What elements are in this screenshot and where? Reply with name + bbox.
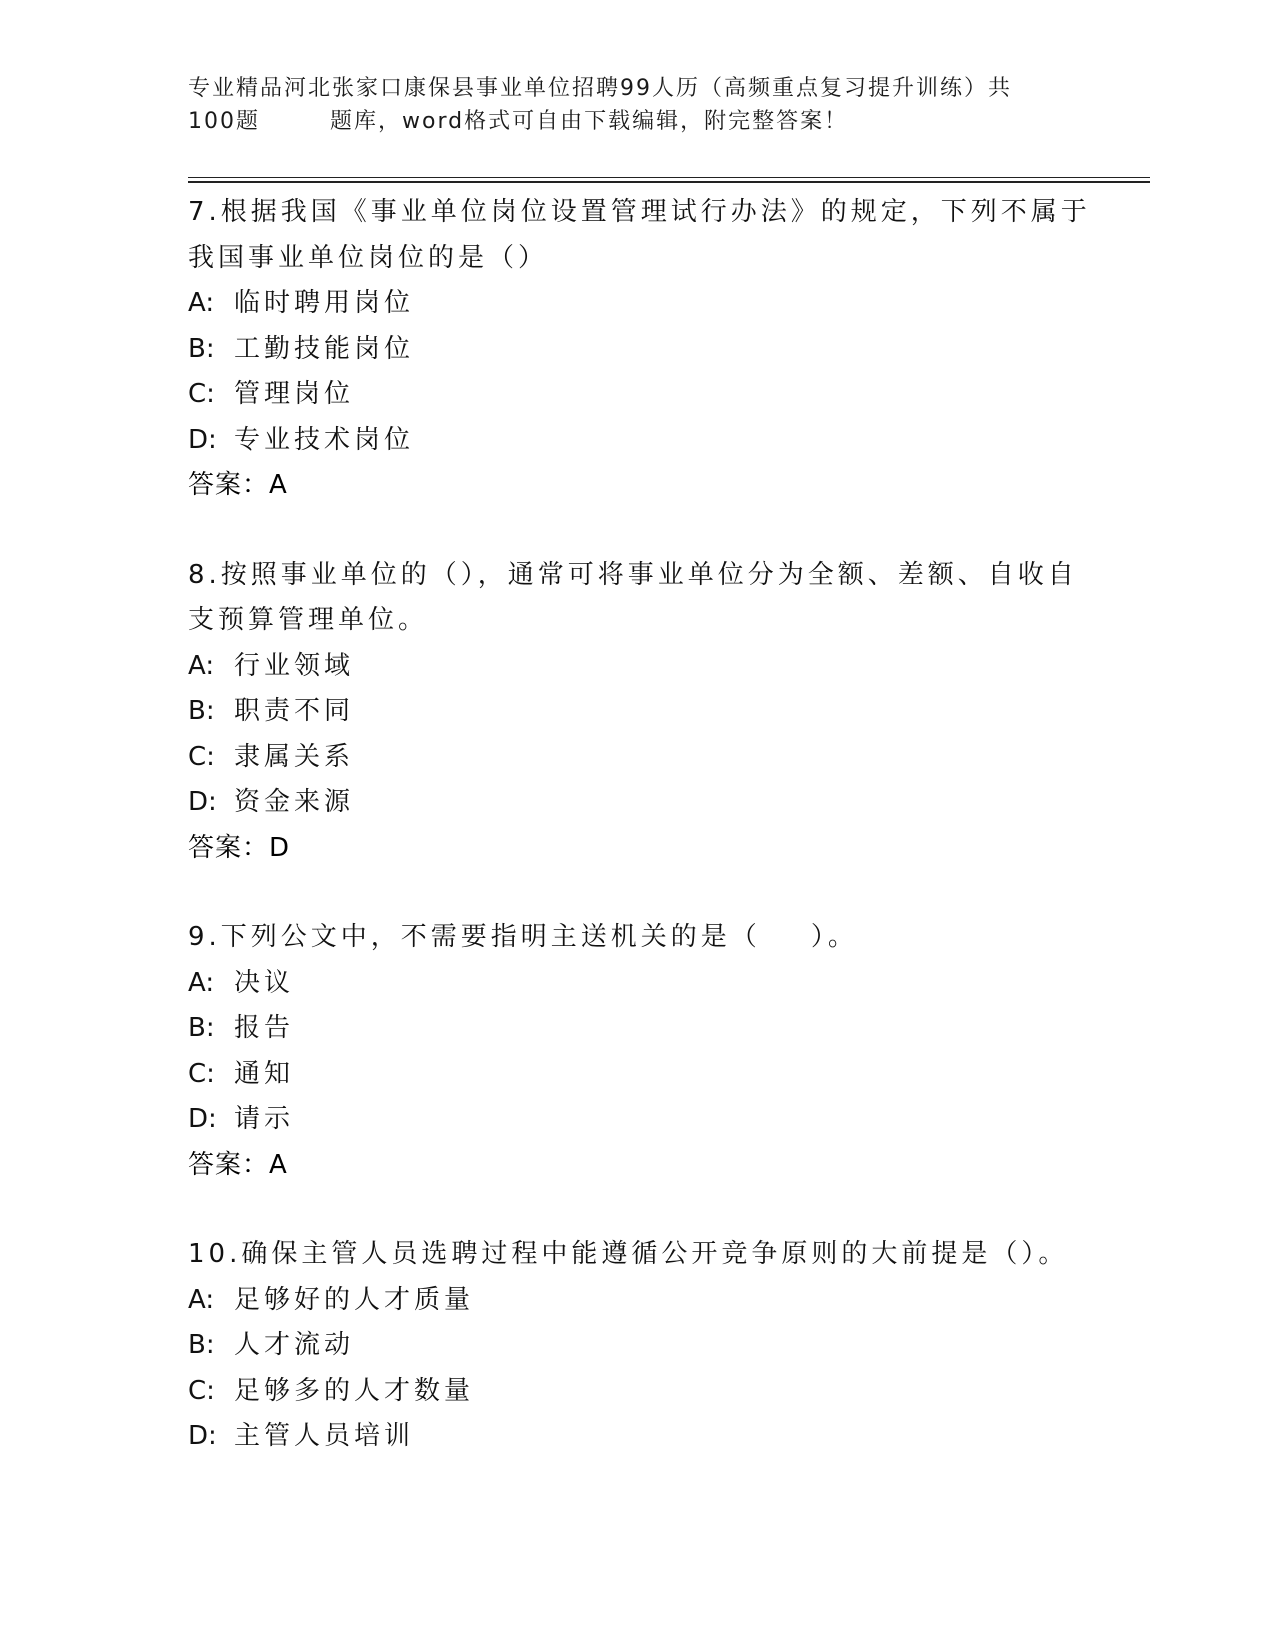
option-letter: D:	[188, 1104, 217, 1134]
option-letter: C:	[188, 1375, 215, 1406]
answer-label: 答案：A	[188, 1149, 288, 1180]
option-letter: D:	[188, 787, 217, 817]
option-text: 工勤技能岗位	[234, 333, 415, 364]
option-text: 报告	[234, 1013, 295, 1043]
option-letter: B:	[188, 1330, 215, 1360]
document-header	[188, 72, 1088, 138]
option-letter: C:	[188, 1058, 215, 1089]
option-text: 主管人员培训	[234, 1421, 415, 1451]
question-8	[188, 553, 1088, 872]
option-text: 行业领域	[234, 650, 355, 681]
option-text: 临时聘用岗位	[234, 288, 415, 318]
question-stem-continued: 支预算管理单位。	[188, 605, 429, 635]
option-letter: B:	[188, 696, 215, 726]
question-stem-end: ）。	[810, 922, 858, 952]
option-letter: C:	[188, 379, 215, 409]
option-letter: A:	[188, 650, 215, 681]
option-d	[188, 780, 1088, 826]
option-d	[188, 1414, 1088, 1460]
option-text: 通知	[234, 1058, 295, 1089]
option-c	[188, 1369, 1088, 1415]
option-b	[188, 1006, 1088, 1052]
option-letter: A:	[188, 1284, 215, 1315]
option-letter: D:	[188, 424, 217, 455]
question-10	[188, 1232, 1088, 1460]
option-d	[188, 1097, 1088, 1143]
answer-label: 答案：D	[188, 832, 291, 863]
option-letter: C:	[188, 741, 215, 772]
header-divider-thick	[188, 181, 1150, 183]
question-7	[188, 190, 1091, 509]
option-text: 决议	[234, 967, 295, 998]
header-question-count: 100题	[188, 109, 260, 134]
header-line-1: 专业精品河北张家口康保县事业单位招聘99人历（高频重点复习提升训练）共	[188, 76, 1012, 101]
option-d	[188, 418, 1088, 464]
answer-label: 答案：A	[188, 470, 288, 500]
option-a	[188, 1278, 1088, 1324]
option-text: 隶属关系	[234, 741, 355, 772]
option-text: 人才流动	[234, 1330, 355, 1360]
question-stem	[188, 915, 1088, 961]
option-text: 足够好的人才质量	[234, 1284, 475, 1315]
header-divider-thin	[188, 177, 1150, 178]
option-text: 职责不同	[234, 696, 355, 726]
question-list	[188, 190, 1091, 1504]
question-stem: 10.确保主管人员选聘过程中能遵循公开竞争原则的大前提是（）。	[188, 1239, 1069, 1269]
question-stem: 7.根据我国《事业单位岗位设置管理试行办法》的规定，下列不属于	[188, 197, 1091, 227]
option-letter: B:	[188, 333, 215, 364]
option-text: 足够多的人才数量	[234, 1375, 475, 1406]
question-stem-start: 9.下列公文中，不需要指明主送机关的是（	[188, 922, 761, 952]
option-letter: A:	[188, 288, 215, 318]
option-b	[188, 1323, 1088, 1369]
option-text: 资金来源	[234, 787, 355, 817]
option-a	[188, 961, 1088, 1007]
option-a	[188, 281, 1088, 327]
option-a	[188, 644, 1088, 690]
option-letter: B:	[188, 1013, 215, 1043]
header-description: 题库，word格式可自由下载编辑，附完整答案！	[330, 109, 849, 134]
option-c	[188, 735, 1088, 781]
option-text: 请示	[234, 1104, 295, 1134]
header-line-2	[188, 105, 1088, 138]
option-c	[188, 1052, 1088, 1098]
option-c	[188, 372, 1088, 418]
option-b	[188, 327, 1088, 373]
option-letter: A:	[188, 967, 215, 998]
option-text: 专业技术岗位	[234, 424, 415, 455]
question-stem-continued: 我国事业单位岗位的是（）	[188, 242, 549, 273]
option-b	[188, 689, 1088, 735]
option-text: 管理岗位	[234, 379, 355, 409]
question-9	[188, 915, 1088, 1188]
question-stem: 8.按照事业单位的（），通常可将事业单位分为全额、差额、自收自	[188, 559, 1078, 590]
option-letter: D:	[188, 1421, 217, 1451]
